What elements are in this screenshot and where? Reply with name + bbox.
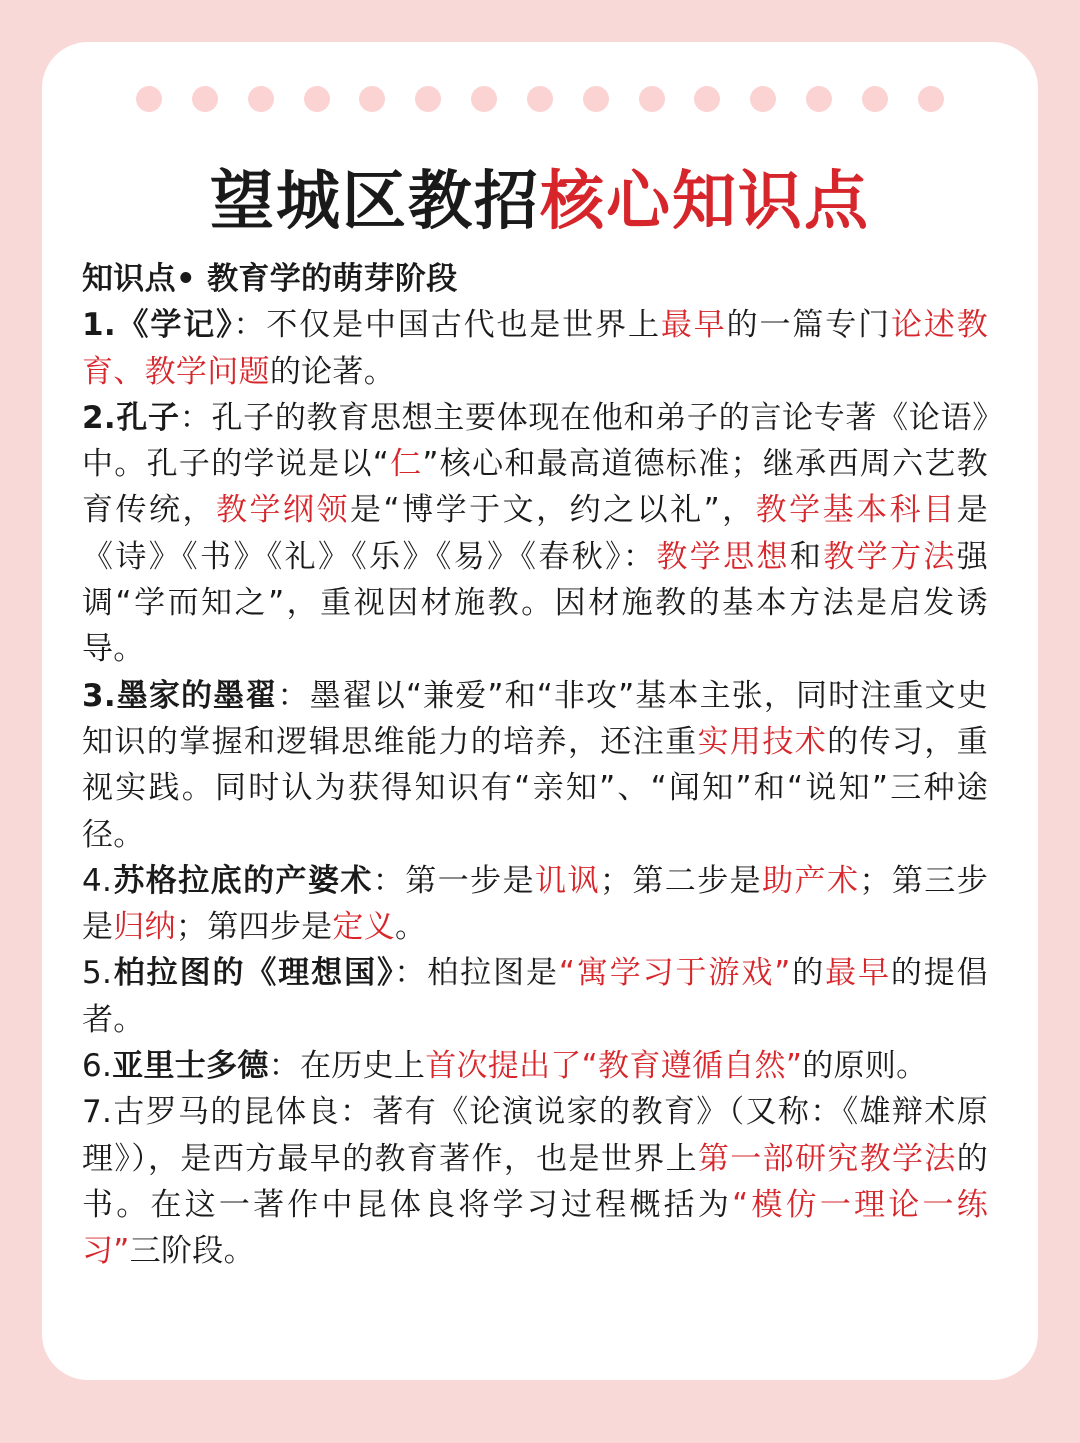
item-segment: ；第三步是: [82, 862, 989, 946]
item-segment: 定义: [332, 909, 396, 946]
item-segment: 讥讽: [535, 862, 600, 899]
title-main: 望城区教招: [210, 165, 540, 239]
item-segment: 教学纲领: [216, 492, 351, 529]
dot-icon: [359, 86, 385, 112]
item-segment: 首次提出了“教育遵循自然”: [425, 1048, 803, 1085]
item-segment: 教学方法: [823, 538, 957, 575]
item-segment: 论述教育、教学问题: [82, 307, 988, 390]
knowledge-list: [82, 302, 988, 1274]
item-segment: 3.墨家的墨翟: [82, 677, 278, 714]
item-segment: 的提倡者。: [82, 955, 988, 1038]
item-segment: ：在历史上: [268, 1048, 426, 1085]
item-segment: 助产术: [762, 862, 860, 899]
item-segment: ：柏拉图是: [394, 955, 559, 992]
item-segment: 教学思想: [656, 538, 790, 575]
item-segment: 是《诗》《书》《礼》《乐》《易》《春秋》：: [82, 492, 988, 575]
item-segment: 的书。在这一著作中昆体良将学习过程概括为: [82, 1140, 988, 1223]
section-heading: 知识点• 教育学的萌芽阶段: [82, 261, 458, 297]
page-title: [42, 162, 1038, 242]
item-segment: 三阶段。: [129, 1233, 255, 1270]
item-segment: “模仿一理论一练习”: [82, 1186, 988, 1270]
item-segment: 2.孔子: [82, 399, 180, 436]
title-highlight: 核心知识点: [540, 165, 870, 239]
item-segment: 的: [790, 955, 826, 992]
item-segment: ：墨翟以“兼爱”和“非攻”基本主张，同时注重文史知识的掌握和逻辑思维能力的培养，还注重: [82, 677, 988, 760]
item-segment: ：孔子的教育思想主要体现在他和弟子的言论专著《论语》中。孔子的学说是以“: [82, 399, 989, 483]
dot-icon: [750, 86, 776, 112]
item-segment: ：不仅是中国古代也是世界上: [233, 307, 661, 344]
item-segment: 和: [789, 538, 824, 575]
item-segment: 5.: [82, 955, 113, 992]
item-segment: 仁: [389, 446, 423, 483]
knowledge-content: [82, 256, 988, 1275]
item-segment: 的原则。: [802, 1048, 928, 1085]
item-segment: 1.《学记》: [82, 307, 234, 344]
item-segment: 最早: [660, 307, 727, 344]
dot-icon: [583, 86, 609, 112]
dot-icon: [694, 86, 720, 112]
dot-icon: [136, 86, 162, 112]
knowledge-item-7: [82, 1089, 988, 1274]
item-segment: 归纳: [113, 909, 176, 946]
decorative-dots: [136, 86, 944, 112]
dot-icon: [415, 86, 441, 112]
dot-icon: [862, 86, 888, 112]
knowledge-item-2: [82, 395, 988, 673]
knowledge-item-5: [82, 950, 988, 1043]
knowledge-item-4: [82, 858, 988, 951]
item-segment: “寓学习于游戏”: [558, 955, 791, 992]
dot-icon: [806, 86, 832, 112]
item-segment: 4.: [82, 862, 113, 899]
item-segment: ；第四步是: [175, 909, 333, 946]
item-segment: 柏拉图的《理想国》: [112, 955, 395, 992]
dot-icon: [527, 86, 553, 112]
dot-icon: [192, 86, 218, 112]
item-segment: ；第二步是: [599, 862, 763, 899]
item-segment: 是“博学于文，约之以礼”，: [350, 492, 756, 529]
item-segment: 实用技术: [697, 723, 828, 760]
dot-icon: [639, 86, 665, 112]
item-segment: 第一部研究教学法: [697, 1140, 957, 1177]
item-segment: 亚里士多德: [112, 1048, 269, 1085]
item-segment: 。: [395, 909, 427, 946]
item-segment: 的传习，重视实践。同时认为获得知识有“亲知”、“闻知”和“说知”三种途径。: [82, 723, 989, 853]
knowledge-item-1: [82, 302, 988, 395]
knowledge-item-6: [82, 1043, 988, 1089]
item-segment: 苏格拉底的产婆术: [112, 862, 373, 899]
item-segment: 7.古罗马的昆体良：著有《论演说家的教育》（又称：《雄辩术原理》），是西方最早的教育著作，也是世界上: [82, 1094, 988, 1177]
item-segment: ”核心和最高道德标准；继承西周六艺教育传统，: [82, 446, 988, 529]
item-segment: ：第一步是: [372, 862, 536, 899]
item-segment: 6.: [82, 1048, 113, 1085]
dot-icon: [248, 86, 274, 112]
item-segment: 强调“学而知之”，重视因材施教。因材施教的基本方法是启发诱导。: [82, 538, 989, 668]
dot-icon: [304, 86, 330, 112]
dot-icon: [471, 86, 497, 112]
dot-icon: [918, 86, 944, 112]
item-segment: 最早: [825, 955, 891, 992]
content-card: [42, 42, 1038, 1380]
knowledge-item-3: [82, 673, 988, 858]
item-segment: 教学基本科目: [755, 492, 957, 529]
item-segment: 的一篇专门: [726, 307, 891, 344]
item-segment: 的论著。: [269, 353, 396, 390]
